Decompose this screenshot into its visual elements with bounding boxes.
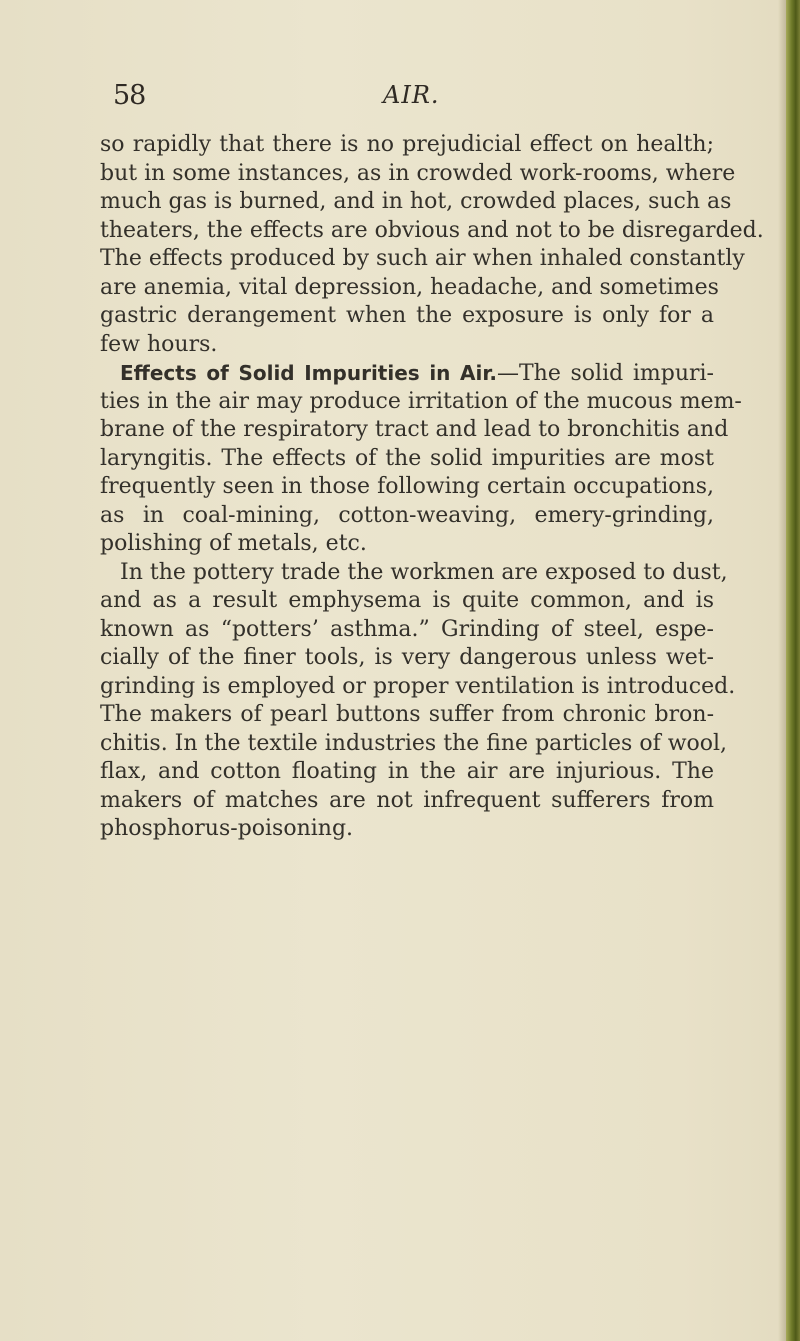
text-line: as in coal-mining, cotton-weaving, emery-grinding,	[100, 502, 714, 528]
body-text	[100, 131, 764, 844]
text-line: known as “potters’ asthma.” Grinding of steel, espe-	[100, 616, 714, 642]
page-header	[113, 80, 713, 120]
text-line: polishing of metals, etc.	[100, 531, 367, 556]
text-line: grinding is employed or proper ventilation is introduced.	[100, 673, 736, 699]
text-line: The makers of pearl buttons suffer from chronic bron-	[100, 702, 714, 727]
text-line: so rapidly that there is no prejudicial effect on health;	[100, 132, 714, 157]
heading-line-rest: —The solid impuri-	[496, 361, 714, 386]
page-edge-shadow	[778, 0, 786, 1341]
page-number: 58	[113, 80, 146, 111]
text-line: laryngitis. The effects of the solid impurities are most	[100, 445, 714, 471]
text-line: and as a result emphysema is quite common, and is	[100, 588, 714, 613]
text-line: In the pottery trade the workmen are exposed to dust,	[120, 559, 728, 585]
text-line: flax, and cotton floating in the air are injurious. The	[100, 759, 714, 784]
section-heading: Effects of Solid Impurities in Air.	[120, 361, 497, 385]
book-edge	[786, 0, 800, 1341]
text-line: frequently seen in those following certain occupations,	[100, 474, 714, 499]
text-line: few hours.	[100, 331, 218, 357]
text-line: phosphorus-poisoning.	[100, 816, 354, 841]
text-line: cially of the finer tools, is very dangerous unless wet-	[100, 645, 714, 670]
text-line: brane of the respiratory tract and lead to bronchitis and	[100, 417, 729, 442]
running-title: AIR.	[383, 81, 440, 109]
text-line: The effects produced by such air when inhaled constantly	[100, 246, 745, 271]
text-line: theaters, the effects are obvious and not to be disregarded.	[100, 217, 764, 243]
text-line: but in some instances, as in crowded work-rooms, where	[100, 160, 736, 186]
text-line: chitis. In the textile industries the fine particles of wool,	[100, 730, 728, 756]
text-line: are anemia, vital depression, headache, and sometimes	[100, 274, 719, 300]
text-line: gastric derangement when the exposure is only for a	[100, 303, 714, 328]
heading-line	[100, 359, 714, 388]
text-line: makers of matches are not infrequent sufferers from	[100, 787, 714, 813]
text-line: ties in the air may produce irritation of the mucous mem-	[100, 388, 742, 414]
text-line: much gas is burned, and in hot, crowded places, such as	[100, 189, 732, 214]
